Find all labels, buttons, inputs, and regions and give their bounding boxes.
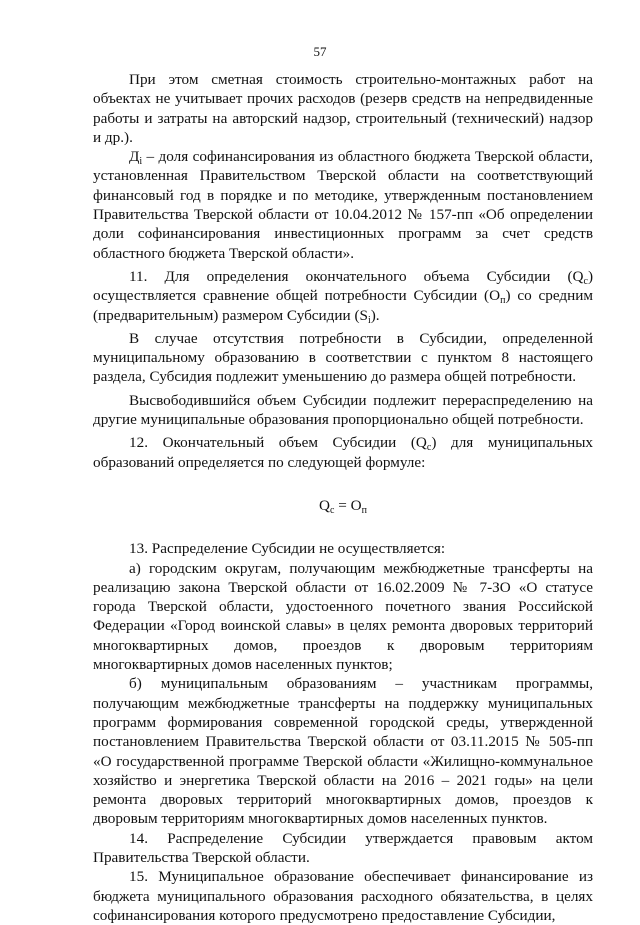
paragraph-item-13a [93, 559, 593, 675]
text-run: ) для муниципальных образований определяется по следующей формуле: [93, 434, 594, 471]
paragraph-no-demand [93, 329, 593, 387]
subscript: i [139, 156, 143, 168]
formula [93, 496, 593, 515]
text-run: Д [129, 148, 140, 166]
subscript: п [361, 504, 367, 516]
text-run: 15. Муниципальное образование обеспечивает финансирование из бюджета муниципального образования расходного обязательства, в целях софинансирования которого предусмотрено предоставление Субсидии, [93, 868, 593, 924]
text-run: В случае отсутствия потребности в Субсидии, определенной муниципальному образованию в соответствии с пунктом 8 настоящего раздела, Субсидия подлежит уменьшению до размера общей потребности. [93, 329, 593, 386]
paragraph-item-15 [93, 867, 593, 925]
text-run: ) со средним (предварительным) размером Субсидии (S [93, 287, 593, 324]
text-run: 13. Распределение Субсидии не осуществляется: [129, 540, 446, 558]
subscript: c [583, 275, 588, 287]
paragraph-item-12 [93, 433, 593, 472]
page-number: 57 [313, 44, 327, 59]
paragraph-estimate-cost [93, 70, 593, 147]
subscript: c [426, 442, 432, 454]
paragraph-item-13 [93, 539, 593, 558]
subscript: п [500, 295, 506, 307]
text-run: – доля софинансирования из областного бюджета Тверской области, установленная Правительством Тверской области на соответствующий финансовый год в порядке и по методике, утвержденным постановлением Правительства Тверской области от 10.04.2012 № 157-пп «Об определении доли софинансирования инвестиционных программ за счет средств областного бюджета Тверской области». [93, 148, 593, 262]
paragraph-item-11 [93, 267, 593, 325]
subscript: c [330, 504, 335, 516]
text-run: ). [370, 306, 380, 324]
text-run: ) осуществляется сравнение общей потребности Субсидии (О [93, 267, 593, 305]
text-run: При этом сметная стоимость строительно-монтажных работ на объектах не учитывает прочих расходов (резерв средств на непредвиденные работы и затраты на авторский надзор, строительный (технический) надзор и др.). [93, 71, 593, 146]
paragraph-item-13b [93, 674, 593, 828]
text-run: Q [319, 496, 330, 514]
text-run: а) городским округам, получающим межбюджетные трансферты на реализацию закона Тверской области от 16.02.2009 № 7-ЗО «О статусе города Тверской области, удостоенного почетного звания Российской Федерации «Город воинской славы» в целях ремонта дворовых территорий многоквартирных домов, проездов к дворовым территориям многоквартирных домов населенных пунктов; [93, 559, 593, 674]
paragraph-item-14 [93, 829, 593, 868]
text-run: Высвободившийся объем Субсидии подлежит перераспределению на другие муниципальные образования пропорционально общей потребности. [93, 391, 593, 429]
text-run: = О [334, 496, 362, 514]
text-run: б) муниципальным образованиям – участникам программы, получающим межбюджетные трансферты на поддержку муниципальных программ формирования современной городской среды, утвержденной постановлением Правительства Тверской области от 03.11.2015 № 505-пп «О государственной программе Тверской области «Жилищно-коммунальное хозяйство и энергетика Тверской области на 2016 – 2021 годы» на цели ремонта дворовых территорий многоквартирных домов, проездов к дворовым территориям многоквартирных домов населенных пунктов. [93, 675, 593, 828]
paragraph-cofinancing-share [93, 147, 593, 263]
text-run: 11. Для определения окончательного объема Субсидии (Q [129, 267, 584, 285]
subscript: i [367, 314, 371, 326]
text-run: 12. Окончательный объем Субсидии (Q [129, 434, 427, 452]
document-body [93, 70, 593, 925]
paragraph-redistribution [93, 391, 593, 430]
text-run: 14. Распределение Субсидии утверждается правовым актом Правительства Тверской области. [93, 829, 593, 866]
